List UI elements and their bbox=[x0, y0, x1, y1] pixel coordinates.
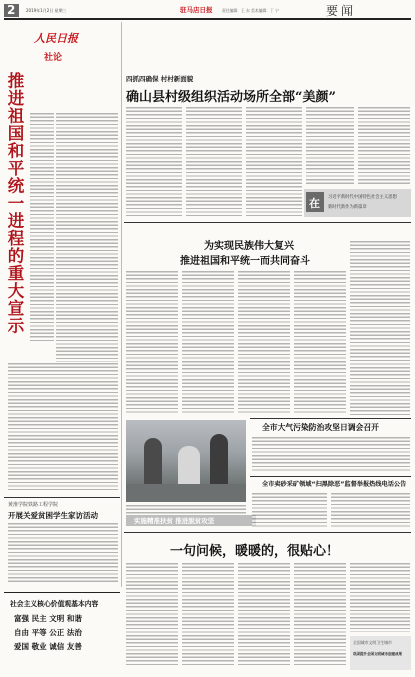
air-story-rule bbox=[250, 418, 411, 419]
lead-body-col4 bbox=[306, 106, 354, 186]
bottom-story-rule bbox=[124, 532, 411, 533]
air-story-title: 全市大气污染防治攻坚日调会召开 bbox=[262, 423, 379, 432]
side-banner-line2: 新时代新作为新篇章 bbox=[328, 205, 367, 210]
editorial-body-col2 bbox=[30, 112, 54, 342]
bottom-right-box bbox=[350, 636, 411, 670]
values-line-2: 自由 平等 公正 法治 bbox=[14, 628, 82, 637]
taiwan-body-col3 bbox=[238, 270, 290, 415]
lead-bottom-rule bbox=[124, 222, 411, 223]
ad-story-body-1 bbox=[252, 492, 327, 528]
taiwan-title-line2: 推进祖国和平统一而共同奋斗 bbox=[180, 256, 310, 267]
bottom-story-title: 一句问候，暖暖的，很贴心！ bbox=[170, 544, 340, 559]
left-story-kicker: 黄淮学院铁路工程学院 bbox=[8, 502, 59, 508]
side-banner-badge: 在 bbox=[309, 197, 320, 210]
bottom-body-col1 bbox=[126, 562, 178, 667]
left-story-body bbox=[8, 522, 118, 582]
lead-body-col2 bbox=[186, 106, 242, 216]
lead-body-col1 bbox=[126, 106, 182, 216]
values-box-title: 社会主义核心价值观基本内容 bbox=[10, 600, 99, 608]
side-banner bbox=[304, 189, 411, 217]
taiwan-title-line1: 为实现民族伟大复兴 bbox=[204, 241, 294, 252]
paper-name: 驻马店日报 bbox=[180, 6, 213, 14]
photo-figure-1 bbox=[144, 438, 162, 488]
editorial-logo bbox=[28, 28, 92, 68]
lead-kicker: 四抓四确保 村村新面貌 bbox=[126, 75, 194, 83]
taiwan-body-col4 bbox=[294, 270, 346, 415]
left-story-rule bbox=[4, 497, 120, 498]
ad-story-body-2 bbox=[331, 492, 410, 528]
photo-ground bbox=[126, 484, 246, 502]
date-line: 2019年1月2日 星期三 bbox=[26, 8, 67, 13]
section-title: 要闻 bbox=[326, 4, 357, 18]
bottom-body-col5 bbox=[350, 562, 410, 632]
taiwan-body-col1 bbox=[126, 270, 178, 415]
side-banner-badge-box bbox=[306, 192, 324, 212]
taiwan-body-col5 bbox=[350, 240, 410, 415]
ad-story-rule bbox=[250, 476, 411, 477]
ad-story-title: 全市卖砂采矿领域“扫黑除恶”监督举报热线电话公告 bbox=[262, 481, 407, 488]
bottom-right-box-line1: 全国城市文明卫生城市 bbox=[353, 640, 392, 645]
bottom-right-box-line2: 巩固提升全国文明城市创建成果 bbox=[353, 652, 402, 656]
lead-body-col3 bbox=[246, 106, 302, 216]
photo-caption-bar-text: 实施精准扶贫 推进脱贫攻坚 bbox=[134, 517, 215, 525]
page-number: 2 bbox=[7, 3, 16, 17]
photo-caption-bar bbox=[126, 515, 256, 526]
editorial-body-wide bbox=[8, 362, 118, 490]
photo-figure-3 bbox=[210, 434, 228, 490]
side-banner-line1: 习近平新时代中国特色社会主义思想 bbox=[328, 195, 397, 200]
editorial-body-col1 bbox=[56, 112, 118, 362]
editorial-logo-sub: 社论 bbox=[44, 53, 63, 63]
editor-line: 责任编辑：王 东 美术编辑：丁 宁 bbox=[222, 8, 279, 13]
bottom-body-col4 bbox=[294, 562, 346, 667]
values-line-3: 爱国 敬业 诚信 友善 bbox=[14, 642, 82, 651]
values-box bbox=[4, 592, 120, 673]
left-story-title: 开展关爱贫困学生家访活动 bbox=[8, 511, 98, 520]
lead-title: 确山县村级组织活动场所全部“美颜” bbox=[126, 90, 336, 105]
editorial-title: 推进祖国和平统一进程的重大宣示 bbox=[5, 72, 24, 335]
bottom-body-col2 bbox=[182, 562, 234, 667]
values-line-1: 富强 民主 文明 和谐 bbox=[14, 614, 82, 623]
lead-body-col5 bbox=[358, 106, 410, 186]
news-photo bbox=[126, 420, 246, 502]
air-story-body bbox=[252, 436, 410, 472]
column-divider-left bbox=[121, 22, 122, 587]
photo-caption-text bbox=[126, 504, 246, 514]
editorial-logo-text: 人民日报 bbox=[34, 32, 78, 45]
taiwan-body-col2 bbox=[182, 270, 234, 415]
header-rule bbox=[4, 18, 411, 20]
bottom-body-col3 bbox=[238, 562, 290, 667]
